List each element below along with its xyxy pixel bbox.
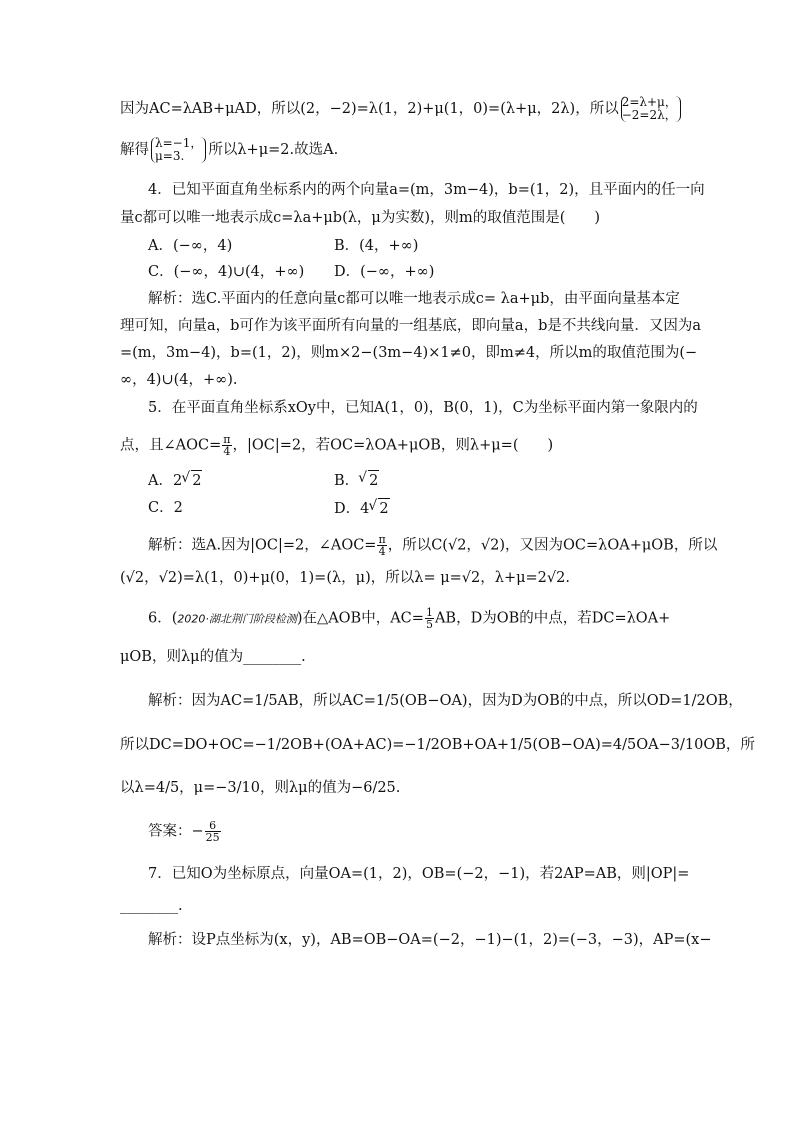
text: 所以λ+μ=2.故选A.: [208, 142, 339, 158]
eq: λ=−1，: [155, 136, 203, 150]
solution-line-2: [120, 137, 338, 163]
option-5d: [334, 498, 390, 519]
text: ，所以C(√2，√2)，又因为OC=λOA+μOB，所以: [387, 537, 718, 554]
text: 解析：选A.因为|OC|=2，∠AOC=: [148, 537, 377, 554]
fraction: [425, 607, 434, 630]
analysis-6-line-2: 所以DC=DO+OC=−1/2OB+(OA+AC)=−1/2OB+OA+1/5(OB−OA)=4/5OA−3/10OB，所: [120, 737, 755, 753]
question-5-line-2: [120, 434, 553, 457]
question-4-line-2: 量c都可以唯一地表示成c=λa+μb(λ，μ为实数)，则m的取值范围是( ): [120, 210, 601, 226]
analysis-7-line-1: 解析：设P点坐标为(x，y)，AB=OB−OA=(−2，−1)−(1，2)=(−3，−3)，AP=(x−: [148, 932, 712, 948]
analysis-4-line-2: 理可知，向量a，b可作为该平面所有向量的一组基底，即向量a，b是不共线向量．又因为a: [120, 318, 701, 334]
text: 点，且∠AOC=: [120, 437, 222, 454]
equation-system: [621, 96, 681, 122]
option-5a: [148, 470, 202, 491]
label: D．4: [334, 501, 370, 517]
eq: 2=λ+μ，: [621, 95, 677, 109]
denominator: 5: [425, 618, 433, 631]
sqrt-value: √ 2: [368, 470, 379, 491]
numerator: 6: [205, 820, 221, 832]
analysis-4-line-3: =(m，3m−4)，b=(1，2)，则m×2−(3m−4)×1≠0，即m≠4，所以m的取值范围为(−: [120, 345, 698, 361]
text: )在△AOB中，AC=: [296, 610, 424, 627]
eq: μ=3.: [155, 149, 185, 163]
fraction: [377, 534, 386, 557]
source-tag: 2020·湖北荆门阶段检测: [177, 612, 297, 626]
text: 6．(: [148, 610, 178, 627]
analysis-5-line-1: [148, 534, 717, 557]
label: 答案：−: [148, 823, 204, 840]
denominator: 4: [223, 445, 231, 458]
denominator: 25: [205, 831, 220, 844]
question-5-line-1: 5．在平面直角坐标系xOy中，已知A(1，0)，B(0，1)，C为坐标平面内第一象限内的: [148, 400, 698, 416]
question-7-line-2: ________.: [120, 898, 183, 914]
question-7-line-1: 7．已知O为坐标原点，向量OA=(1，2)，OB=(−2，−1)，若2AP=AB，则|OP|=: [148, 866, 690, 882]
sqrt-value: √ 2: [378, 498, 389, 519]
fraction: [205, 820, 221, 843]
sqrt-value: √ 2: [191, 470, 202, 491]
text: ，|OC|=2，若OC=λOA+μOB，则λ+μ=( ): [232, 437, 554, 454]
option-5c: C．2: [148, 500, 183, 516]
analysis-5-line-2: (√2，√2)=λ(1，0)+μ(0，1)=(λ，μ)，所以λ= μ=√2，λ+μ=2√2.: [120, 570, 570, 586]
question-6-line-2: μOB，则λμ的值为________.: [120, 649, 306, 665]
text: 因为AC=λAB+μAD，所以(2，−2)=λ(1，2)+μ(1，0)=(λ+μ，2λ)，所以: [120, 101, 619, 117]
label: A．2: [148, 473, 183, 489]
numerator: π: [378, 533, 386, 546]
answer-6: [148, 820, 222, 843]
numerator: 1: [425, 606, 433, 619]
option-5b: [334, 470, 379, 491]
solution-line-1: [120, 96, 683, 122]
text: 解得: [120, 142, 149, 158]
eq: −2=2λ，: [621, 108, 677, 122]
equation-system: [151, 137, 206, 163]
analysis-6-line-3: 以λ=4/5，μ=−3/10，则λμ的值为−6/25.: [120, 780, 401, 796]
analysis-4-line-1: 解析：选C.平面内的任意向量c都可以唯一地表示成c= λa+μb，由平面向量基本定: [148, 291, 680, 307]
option-4c: C．(−∞，4)∪(4，+∞): [148, 264, 305, 280]
text: AB，D为OB的中点，若DC=λOA+: [434, 610, 671, 627]
option-4d: D．(−∞，+∞): [334, 264, 435, 280]
numerator: π: [223, 433, 231, 446]
question-6-line-1: [148, 607, 670, 630]
denominator: 4: [378, 545, 386, 558]
option-4b: B．(4，+∞): [334, 238, 419, 254]
fraction: [222, 434, 231, 457]
analysis-4-line-4: ∞，4)∪(4，+∞).: [120, 372, 238, 388]
question-4-line-1: 4．已知平面直角坐标系内的两个向量a=(m，3m−4)，b=(1，2)，且平面内的任一向: [148, 182, 705, 198]
label: B．: [334, 473, 360, 489]
analysis-6-line-1: 解析：因为AC=1/5AB，所以AC=1/5(OB−OA)，因为D为OB的中点，所以OD=1/2OB，: [148, 693, 743, 709]
option-4a: A．(−∞，4): [148, 238, 233, 254]
